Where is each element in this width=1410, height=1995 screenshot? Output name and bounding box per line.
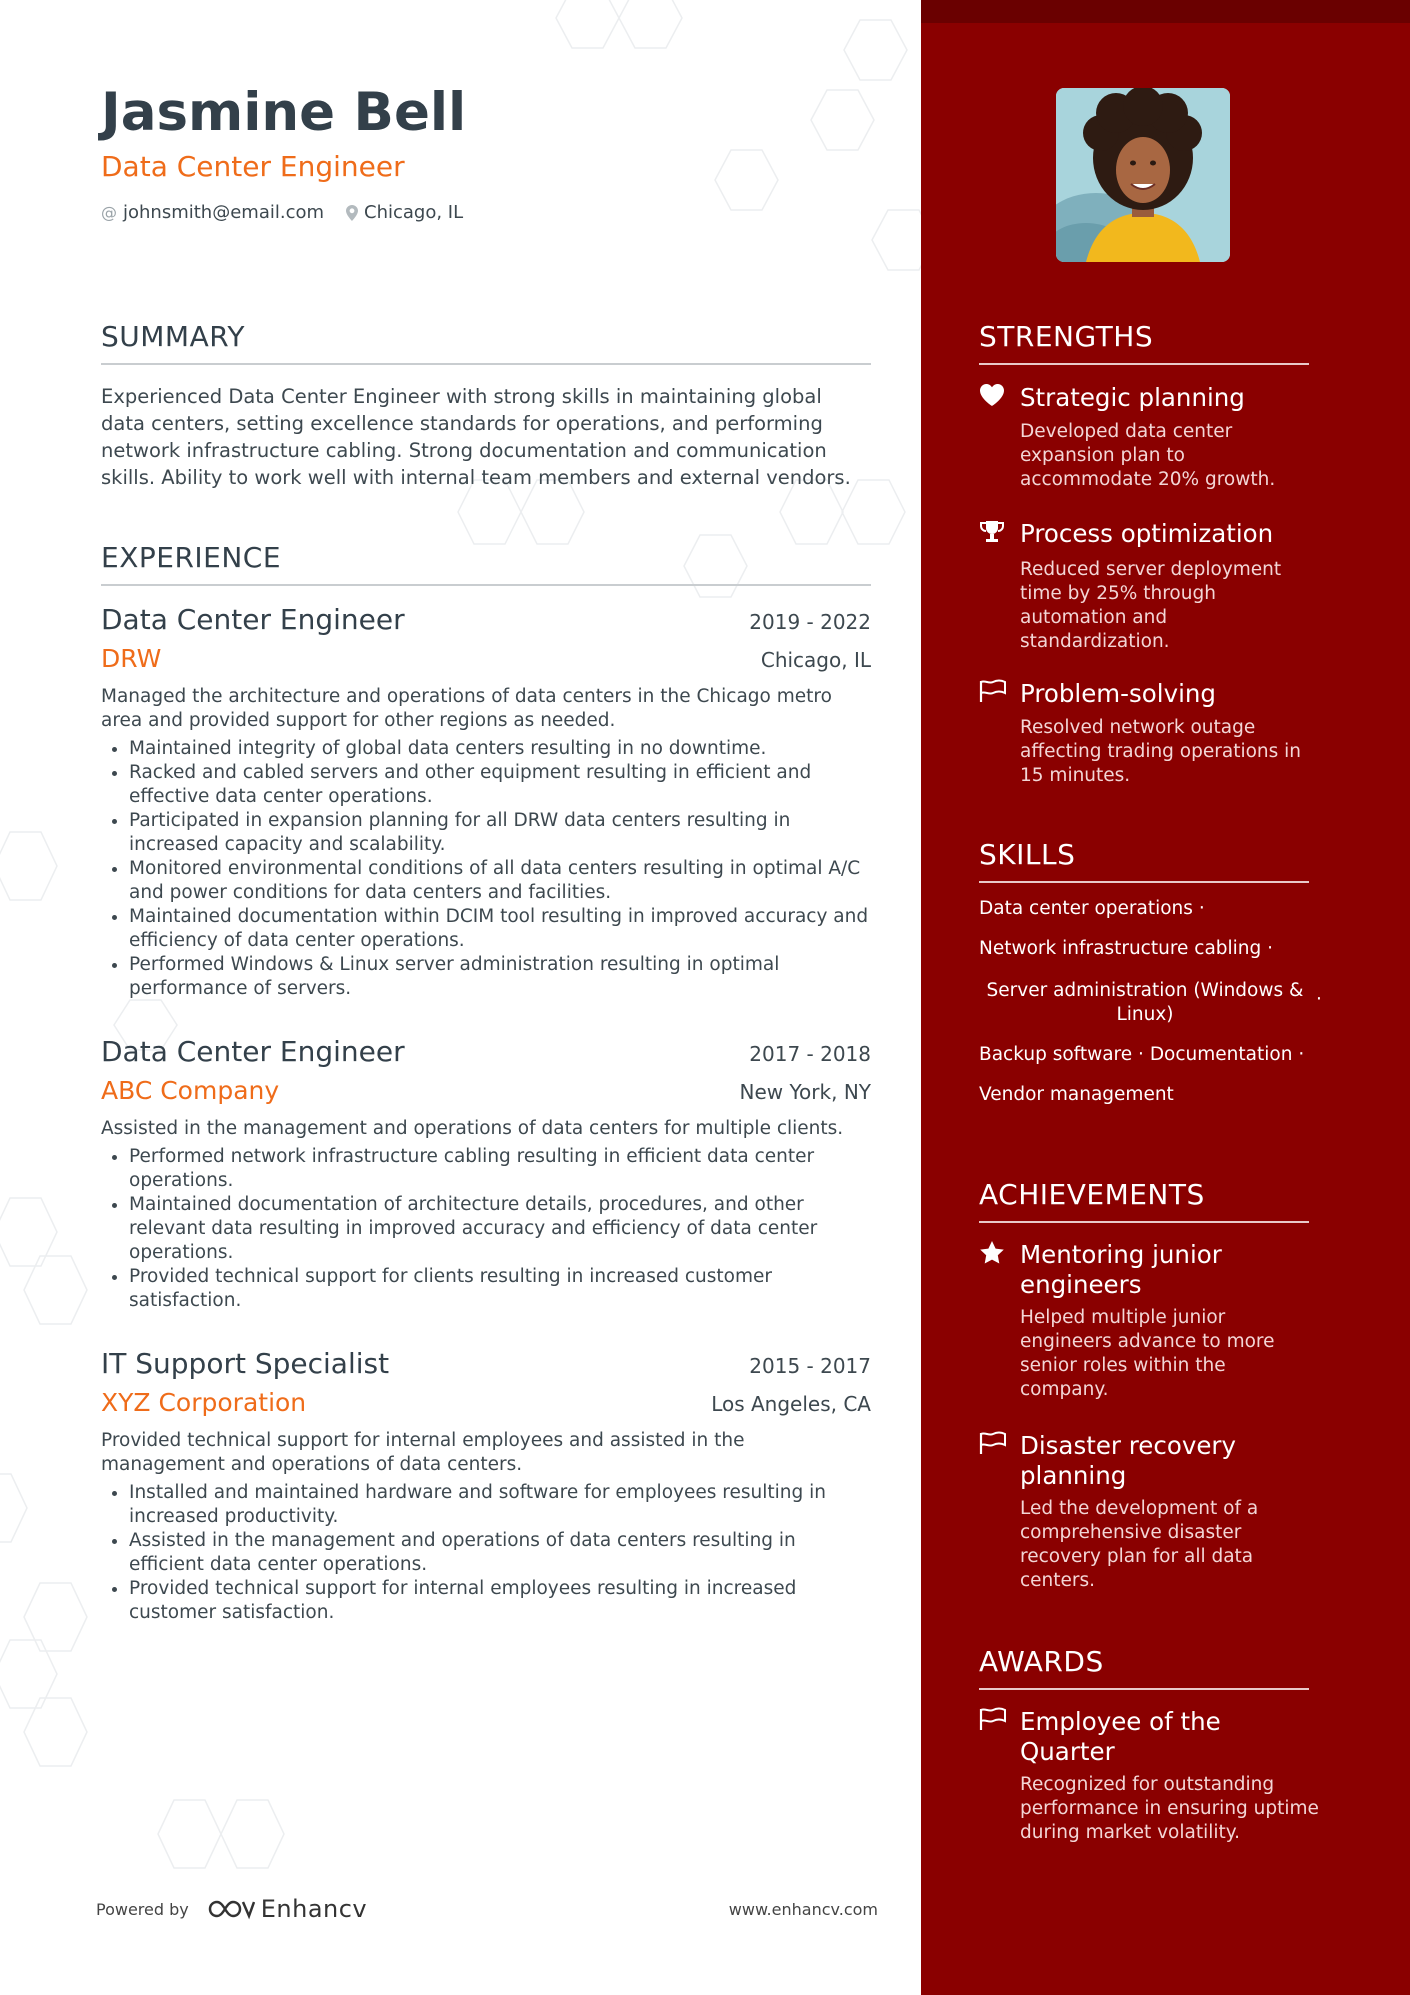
job-description: Managed the architecture and operations of data centers in the Chicago metro area and provided support for other regions as needed. <box>101 686 832 731</box>
job-bullet: • Provided technical support for internal employees resulting in increased customer satisfaction. <box>129 1577 871 1625</box>
location-text: Chicago, IL <box>364 202 464 223</box>
job-title: IT Support Specialist <box>101 1347 390 1380</box>
email-contact[interactable] <box>101 202 324 223</box>
job-bullet: • Maintained documentation within DCIM tool resulting in improved accuracy and efficiency of data center operations. <box>129 905 871 953</box>
job-bullet: • Assisted in the management and operations of data centers resulting in efficient data center operations. <box>129 1529 871 1577</box>
job-location: Chicago, IL <box>760 648 871 672</box>
powered-by <box>96 1895 367 1923</box>
company-name: DRW <box>101 644 162 673</box>
section-divider <box>101 584 871 586</box>
experience-heading: EXPERIENCE <box>101 541 282 574</box>
job-bullet: • Installed and maintained hardware and software for employees resulting in increased productivity. <box>129 1481 871 1529</box>
summary-text: Experienced Data Center Engineer with strong skills in maintaining global data centers, setting excellence standards for operations, and performing network infrastructure cabling. Strong documentation and communication skills. Ability to work well with internal team members and external vendors. <box>101 385 851 489</box>
enhancv-logo-icon <box>207 1898 255 1920</box>
strength-description: Resolved network outage affecting trading operations in 15 minutes. <box>1020 717 1302 786</box>
strength-title: Process optimization <box>1020 519 1274 548</box>
profile-photo <box>1056 88 1230 262</box>
strength-description: Developed data center expansion plan to accommodate 20% growth. <box>1020 421 1276 490</box>
job-description: Provided technical support for internal employees and assisted in the management and operations of data centers. <box>101 1430 745 1475</box>
award-item <box>979 1707 1319 1845</box>
section-divider <box>979 881 1309 883</box>
section-divider <box>979 363 1309 365</box>
heart-icon <box>979 383 1006 414</box>
job-dates: 2019 - 2022 <box>749 610 871 634</box>
skill-separator: · <box>1267 938 1274 959</box>
footer-url[interactable]: www.enhancv.com <box>728 1899 878 1919</box>
skill-tag: Backup software <box>979 1044 1133 1065</box>
strength-description: Reduced server deployment time by 25% through automation and standardization. <box>1020 559 1282 652</box>
award-title: Employee of the Quarter <box>1020 1707 1221 1766</box>
job-location: New York, NY <box>739 1080 871 1104</box>
candidate-title: Data Center Engineer <box>101 150 405 183</box>
skill-separator: · <box>1138 1044 1144 1065</box>
skills-heading: SKILLS <box>979 838 1076 871</box>
skill-separator: · <box>1198 898 1205 919</box>
summary-section-header <box>101 320 871 365</box>
achievement-item <box>979 1240 1319 1402</box>
skill-tag: Network infrastructure cabling <box>979 938 1262 959</box>
skill-tag: Documentation <box>1149 1044 1293 1065</box>
experience-section-header <box>101 541 871 586</box>
job-location: Los Angeles, CA <box>711 1392 871 1416</box>
job-entry <box>101 1035 871 1313</box>
achievements-section-header <box>979 1178 1309 1223</box>
job-bullet: • Monitored environmental conditions of all data centers resulting in optimal A/C and power conditions for data centers and facilities. <box>129 857 871 905</box>
company-name: XYZ Corporation <box>101 1388 307 1417</box>
skill-tag: Server administration (Windows & Linux) <box>986 980 1304 1025</box>
achievement-description: Led the development of a comprehensive disaster recovery plan for all data centers. <box>1020 1498 1259 1591</box>
strengths-section-header <box>979 320 1309 365</box>
job-entry <box>101 1347 871 1625</box>
enhancv-logo[interactable] <box>207 1895 367 1923</box>
at-icon: @ <box>101 203 117 222</box>
location-contact <box>346 202 463 223</box>
strength-item <box>979 679 1319 788</box>
email-text: johnsmith@email.com <box>123 202 325 223</box>
sidebar-top-band <box>921 0 1410 23</box>
job-bullets <box>101 1481 871 1625</box>
awards-heading: AWARDS <box>979 1645 1104 1678</box>
section-divider <box>101 363 871 365</box>
job-title: Data Center Engineer <box>101 1035 405 1068</box>
job-entry <box>101 603 871 1001</box>
candidate-name: Jasmine Bell <box>101 82 467 143</box>
strength-item <box>979 383 1319 492</box>
job-bullet: • Performed network infrastructure cabling resulting in efficient data center operations. <box>129 1145 871 1193</box>
footer <box>96 1895 878 1923</box>
strengths-heading: STRENGTHS <box>979 320 1154 353</box>
job-dates: 2017 - 2018 <box>749 1042 871 1066</box>
job-description: Assisted in the management and operations of data centers for multiple clients. <box>101 1118 844 1139</box>
flag-icon <box>979 679 1006 710</box>
awards-section-header <box>979 1645 1309 1690</box>
job-bullet: • Participated in expansion planning for all DRW data centers resulting in increased capacity and scalability. <box>129 809 871 857</box>
strength-item <box>979 519 1319 654</box>
job-bullet: • Maintained documentation of architecture details, procedures, and other relevant data resulting in improved accuracy and efficiency of data center operations. <box>129 1193 871 1265</box>
summary-heading: SUMMARY <box>101 320 246 353</box>
job-bullets <box>101 1145 871 1313</box>
achievement-title: Mentoring junior engineers <box>1020 1240 1222 1299</box>
avatar <box>1056 88 1230 262</box>
flag-icon <box>979 1431 1006 1462</box>
strength-title: Problem-solving <box>1020 679 1216 708</box>
company-name: ABC Company <box>101 1076 280 1105</box>
brand-name: Enhancv <box>260 1895 368 1923</box>
job-bullet: • Maintained integrity of global data centers resulting in no downtime. <box>129 737 871 761</box>
achievement-description: Helped multiple junior engineers advance to more senior roles within the company. <box>1020 1307 1275 1400</box>
pin-icon <box>346 205 358 221</box>
section-divider <box>979 1688 1309 1690</box>
strength-title: Strategic planning <box>1020 383 1245 412</box>
skill-tag: Vendor management <box>979 1084 1174 1105</box>
trophy-icon <box>979 519 1006 552</box>
contact-info <box>101 202 463 223</box>
award-description: Recognized for outstanding performance in ensuring uptime during market volatility. <box>1020 1774 1319 1843</box>
flag-icon <box>979 1707 1006 1738</box>
job-dates: 2015 - 2017 <box>749 1354 871 1378</box>
skills-section-header <box>979 838 1309 883</box>
achievement-item <box>979 1431 1319 1593</box>
job-bullet: • Performed Windows & Linux server administration resulting in optimal performance of servers. <box>129 953 871 1001</box>
skill-separator: · <box>1316 989 1322 1010</box>
skill-tag: Data center operations <box>979 898 1193 919</box>
job-bullets <box>101 737 871 1001</box>
job-bullet: • Racked and cabled servers and other equipment resulting in efficient and effective data center operations. <box>129 761 871 809</box>
skill-separator: · <box>1298 1044 1305 1065</box>
job-bullet: • Provided technical support for clients resulting in increased customer satisfaction. <box>129 1265 871 1313</box>
section-divider <box>979 1221 1309 1223</box>
achievements-heading: ACHIEVEMENTS <box>979 1178 1205 1211</box>
powered-by-label: Powered by <box>96 1899 189 1919</box>
achievement-title: Disaster recovery planning <box>1020 1431 1236 1490</box>
star-icon <box>979 1240 1006 1273</box>
job-title: Data Center Engineer <box>101 603 405 636</box>
